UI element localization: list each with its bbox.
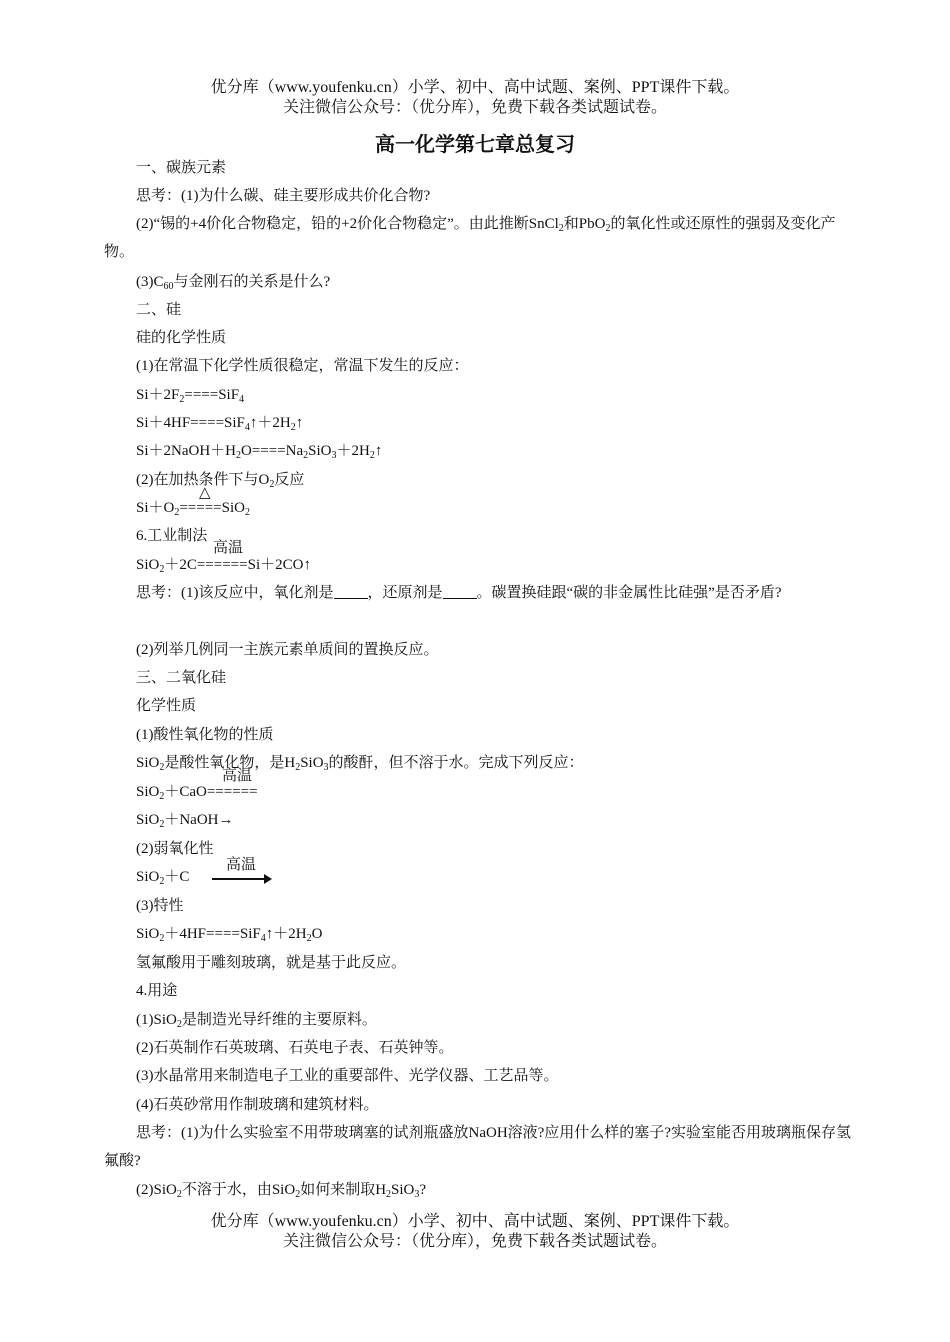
use-4: (4)石英砂常用作制玻璃和建筑材料。 bbox=[136, 1097, 379, 1113]
header-line-2: 关注微信公众号：（优分库），免费下载各类试题试卷。 bbox=[282, 99, 667, 116]
reaction-arrow-icon bbox=[212, 878, 270, 880]
equation-si-naoh: $Si+2NaOH+H_2O====Na_2SiO_3+2H_2↑$ bbox=[136, 443, 383, 461]
sec3-point-1-desc: SiO$_2$是酸性氧化物，是$H_2SiO_3$的酸酐，但不溶于水。完成下列反应： bbox=[136, 755, 584, 773]
sec1-question-2: (2)“锡的+4价化合物稳定，铅的+2价化合物稳定”。由此推断SnCl$_2$和PbO$_2$的氧化性或还原性的强弱及变化产物。 bbox=[104, 216, 836, 260]
blank-reductant[interactable] bbox=[443, 584, 477, 599]
equation-si-f2: $Si+2F_2====SiF_4$ bbox=[136, 387, 245, 405]
sec3-note: 氢氟酸用于雕刻玻璃，就是基于此反应。 bbox=[136, 955, 407, 971]
heat-symbol: △ bbox=[199, 485, 211, 501]
uses-heading: 4.用途 bbox=[136, 983, 178, 999]
high-temp-label-3: 高温 bbox=[226, 857, 257, 873]
sec1-question-1: 思考：(1)为什么碳、硅主要形成共价化合物? bbox=[136, 188, 431, 204]
equation-si-hf: $Si+4HF====SiF_4↑+2H_2↑$ bbox=[136, 415, 304, 433]
header-line-1: 优分库（www.youfenku.cn）小学、初中、高中试题、案例、PPT课件下载。 bbox=[210, 79, 740, 96]
blank-oxidant[interactable] bbox=[334, 584, 368, 599]
section-1-heading: 一、碳族元素 bbox=[136, 160, 227, 176]
sec2-point-2: (2)在加热条件下与$O_2$反应 bbox=[136, 472, 305, 490]
equation-sio2-cao: SiO$_2$＋CaO====== bbox=[136, 784, 258, 802]
equation-si-o2: $Si+O_2=====SiO_2$ bbox=[136, 500, 250, 518]
high-temp-label-1: 高温 bbox=[213, 540, 244, 556]
use-2: (2)石英制作石英玻璃、石英电子表、石英钟等。 bbox=[136, 1040, 454, 1056]
footer-line-1: 优分库（www.youfenku.cn）小学、初中、高中试题、案例、PPT课件下载。 bbox=[210, 1213, 740, 1230]
sec3-point-2: (2)弱氧化性 bbox=[136, 841, 214, 857]
sec2-think-2: (2)列举几例同一主族元素单质间的置换反应。 bbox=[136, 642, 439, 658]
equation-sio2-c-weak: SiO$_2$＋C bbox=[136, 869, 190, 887]
sec2-industrial-method: 6.工业制法 bbox=[136, 528, 208, 544]
sec1-question-3: $(3)C_{60}$与金刚石的关系是什么? bbox=[136, 274, 331, 292]
sec3-think-1: 思考：(1)为什么实验室不用带玻璃塞的试剂瓶盛放NaOH溶液?应用什么样的塞子?实验室能否用玻璃瓶保存氢氟酸? bbox=[104, 1125, 851, 1169]
equation-sio2-c: SiO$_2$＋2C======Si＋2CO↑ bbox=[136, 557, 311, 575]
equation-sio2-naoh: SiO$_2$＋NaOH→ bbox=[136, 812, 234, 830]
sec2-point-1: (1)在常温下化学性质很稳定，常温下发生的反应： bbox=[136, 358, 469, 374]
section-3-heading: 三、二氧化硅 bbox=[136, 670, 227, 686]
sec2-subheading: 硅的化学性质 bbox=[136, 330, 227, 346]
use-1: (1)SiO$_2$是制造光导纤维的主要原料。 bbox=[136, 1012, 377, 1030]
sec3-point-1: (1)酸性氧化物的性质 bbox=[136, 727, 274, 743]
sec2-think-1: 思考：(1)该反应中，氧化剂是 ，还原剂是 。碳置换硅跟“碳的非金属性比硅强”是否矛盾? bbox=[136, 585, 782, 601]
page-title: 高一化学第七章总复习 bbox=[375, 132, 575, 156]
use-3: (3)水晶常用来制造电子工业的重要部件、光学仪器、工艺品等。 bbox=[136, 1068, 559, 1084]
sec3-think-2: (2)SiO$_2$不溶于水，由SiO$_2$如何来制取$H_2SiO_3$? bbox=[136, 1182, 427, 1200]
equation-sio2-hf: $SiO_2+4HF====SiF_4↑+2H_2O$ bbox=[136, 926, 323, 944]
high-temp-label-2: 高温 bbox=[222, 768, 253, 784]
sec3-subheading: 化学性质 bbox=[136, 698, 197, 714]
section-2-heading: 二、硅 bbox=[136, 302, 182, 318]
sec3-point-3: (3)特性 bbox=[136, 898, 184, 914]
footer-line-2: 关注微信公众号：（优分库），免费下载各类试题试卷。 bbox=[282, 1233, 667, 1250]
